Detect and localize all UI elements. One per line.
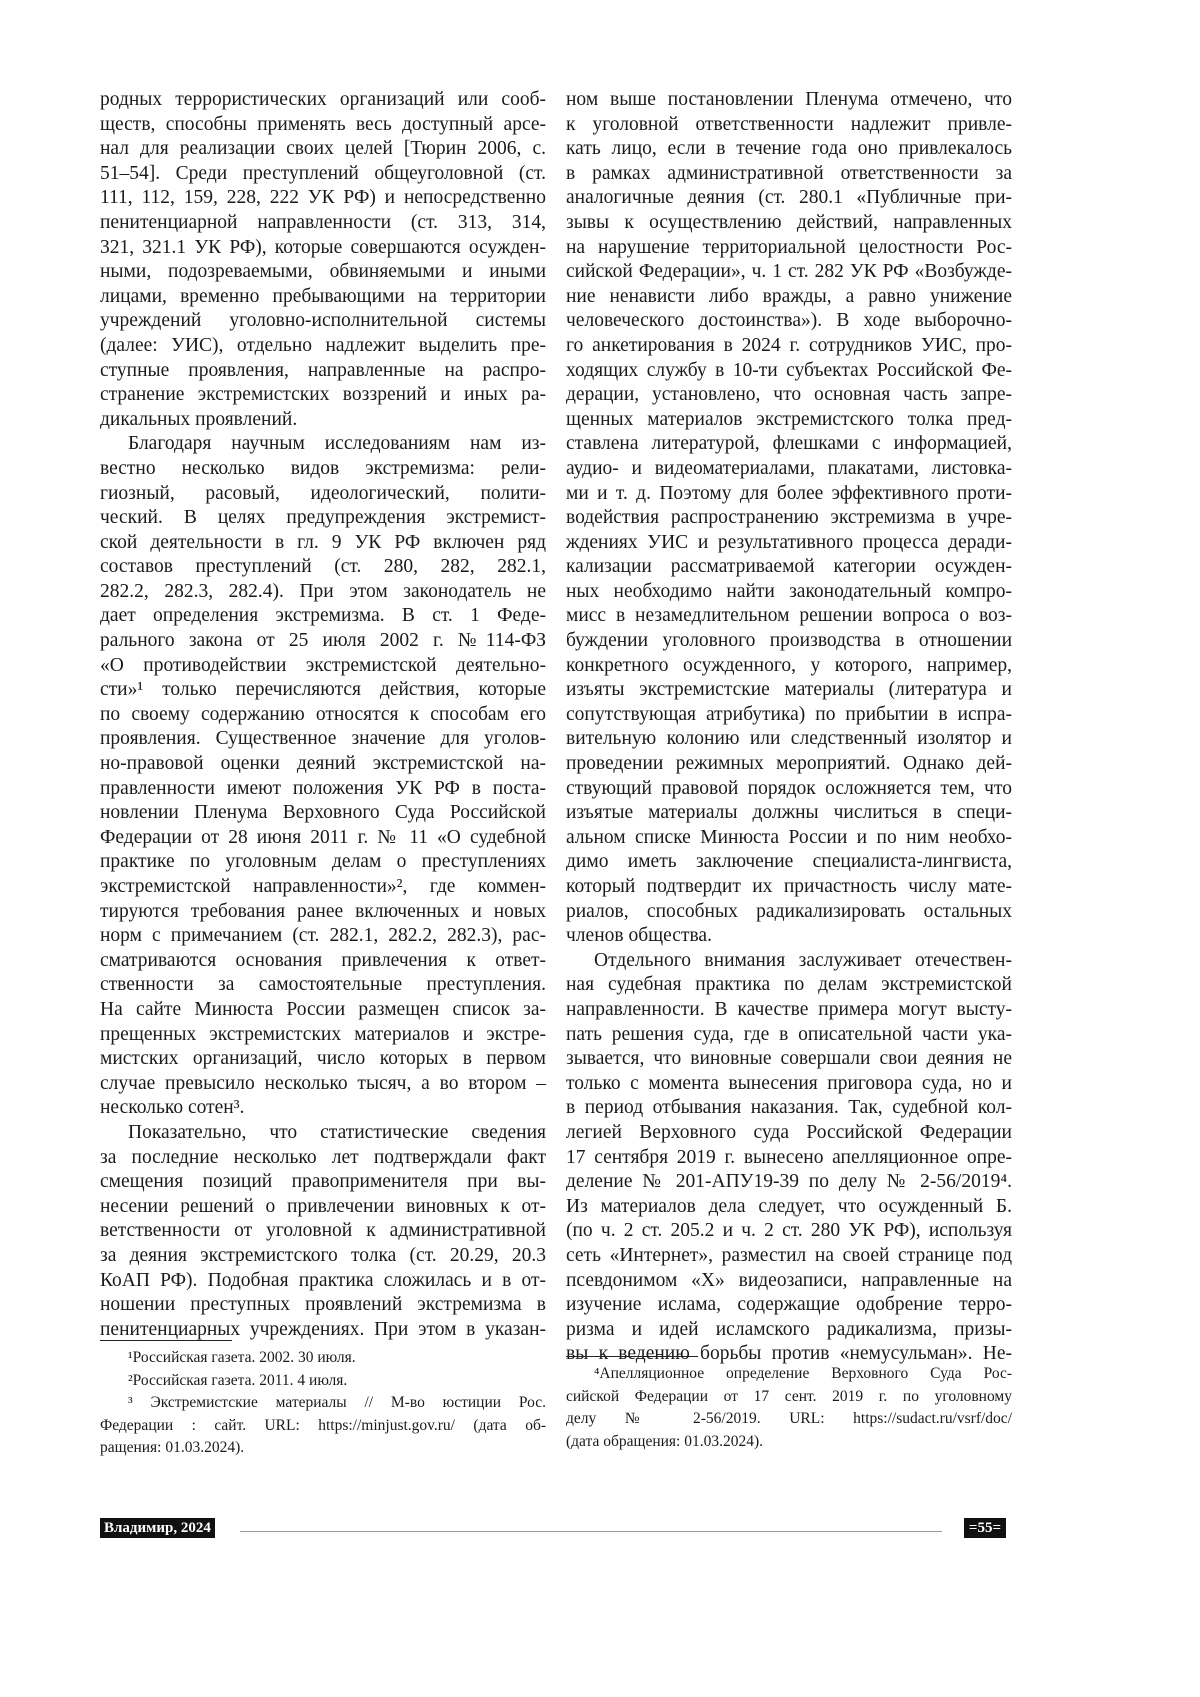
paragraph (100, 1121, 546, 1342)
paragraph (100, 88, 546, 432)
footnote-line: сийской Федерации от 17 сент. 2019 г. по уголовному (566, 1386, 1012, 1409)
text-line: ществ, способны применять весь доступный арсе- (100, 113, 546, 138)
text-line: дерации, установлено, что основная часть запре- (566, 383, 1012, 408)
text-line: за деяния экстремистского толка (ст. 20.29, 20.3 (100, 1244, 546, 1269)
text-line: водействия распространению экстремизма в учре- (566, 506, 1012, 531)
text-line: На сайте Минюста России размещен список за- (100, 998, 546, 1023)
footnote (100, 1392, 546, 1460)
text-line: Федерации от 28 июня 2011 г. № 11 «О судебной (100, 826, 546, 851)
text-line: ветственности от уголовной к административной (100, 1219, 546, 1244)
text-line: КоАП РФ). Подобная практика сложилась и в от- (100, 1269, 546, 1294)
text-line: альном списке Минюста России и по ним необхо- (566, 826, 1012, 851)
text-line: рального закона от 25 июля 2002 г. №114-ФЗ (100, 629, 546, 654)
text-line: 282.2, 282.3, 282.4). При этом законодатель не (100, 580, 546, 605)
text-line: составов преступлений (ст. 280, 282, 282.1, (100, 555, 546, 580)
text-line: Отдельного внимания заслуживает отечествен- (566, 949, 1012, 974)
text-line: сматриваются основания привлечения к ответ- (100, 949, 546, 974)
text-line: кать лицо, если в течение года оно привлекалось (566, 137, 1012, 162)
footnote-line: ращения: 01.03.2024). (100, 1437, 546, 1460)
text-line: сти»¹ только перечисляются действия, которые (100, 678, 546, 703)
text-line: аудио- и видеоматериалами, плакатами, листовка- (566, 457, 1012, 482)
paragraph (100, 432, 546, 1121)
text-line: сопутствующая атрибутика) по прибытии в испра- (566, 703, 1012, 728)
page-number: =55= (964, 1518, 1006, 1538)
text-line: 51–54]. Среди преступлений общеуголовной (ст. (100, 162, 546, 187)
page-footer (100, 1518, 1006, 1538)
left-text-column (100, 88, 546, 1342)
text-line: кализации рассматриваемой категории осужден- (566, 555, 1012, 580)
text-line: прещенных экстремистских материалов и экстре- (100, 1023, 546, 1048)
text-line: только с момента вынесения приговора суда, но и (566, 1072, 1012, 1097)
text-line: в период отбывания наказания. Так, судебной кол- (566, 1096, 1012, 1121)
text-line: «О противодействии экстремистской деятельно- (100, 654, 546, 679)
text-line: мистских организаций, число которых в первом (100, 1047, 546, 1072)
text-line: ношении преступных проявлений экстремизма в (100, 1293, 546, 1318)
text-line: правленности имеют положения УК РФ в поста- (100, 777, 546, 802)
text-line: смещения позиций правоприменителя при вы- (100, 1170, 546, 1195)
text-line: несколько сотен³. (100, 1096, 546, 1121)
text-line: ждениях УИС и результативного процесса деради- (566, 531, 1012, 556)
text-line: ставлена литературой, флешками с информацией, (566, 432, 1012, 457)
text-line: го анкетирования в 2024 г. сотрудников УИС, про- (566, 334, 1012, 359)
text-line: дикальных проявлений. (100, 408, 546, 433)
text-line: практике по уголовным делам о преступлениях (100, 850, 546, 875)
text-line: псевдонимом «Х» видеозаписи, направленные на (566, 1269, 1012, 1294)
text-line: ми и т. д. Поэтому для более эффективного проти- (566, 482, 1012, 507)
text-line: который подтвердит их причастность числу мате- (566, 875, 1012, 900)
text-line: человеческого достоинства»). В ходе выборочно- (566, 309, 1012, 334)
text-line: ная судебная практика по делам экстремистской (566, 973, 1012, 998)
footnote-separator (100, 1340, 232, 1341)
footnote-line: (дата обращения: 01.03.2024). (566, 1431, 1012, 1454)
text-line: 111, 112, 159, 228, 222 УК РФ) и непосредственно (100, 186, 546, 211)
footnote (100, 1370, 546, 1393)
text-line: легией Верховного суда Российской Федерации (566, 1121, 1012, 1146)
text-line: экстремистской направленности»², где коммен- (100, 875, 546, 900)
right-text-column (566, 88, 1012, 1367)
text-line: проведении режимных мероприятий. Однако дей- (566, 752, 1012, 777)
text-line: на нарушение территориальной целостности Рос- (566, 236, 1012, 261)
text-line: ных необходимо найти законодательный компро- (566, 580, 1012, 605)
footnote-line: ¹Российская газета. 2002. 30 июля. (100, 1347, 546, 1370)
text-line: конкретного осужденного, у которого, например, (566, 654, 1012, 679)
footer-rule (240, 1531, 942, 1532)
text-line: изъяты экстремистские материалы (литература и (566, 678, 1012, 703)
text-line: но-правовой оценки деяний экстремистской на- (100, 752, 546, 777)
text-line: по своему содержанию относятся к способам его (100, 703, 546, 728)
footnotes-right (566, 1356, 1012, 1453)
text-line: буждении уголовного производства в отношении (566, 629, 1012, 654)
text-line: учреждений уголовно-исполнительной системы (100, 309, 546, 334)
footer-place-year: Владимир, 2024 (100, 1518, 215, 1538)
text-line: к уголовной ответственности надлежит привле- (566, 113, 1012, 138)
text-line: за последние несколько лет подтверждали факт (100, 1146, 546, 1171)
text-line: тируются требования ранее включенных и новых (100, 900, 546, 925)
text-line: вительную колонию или следственный изолятор и (566, 727, 1012, 752)
footnote (566, 1363, 1012, 1453)
paragraph (566, 88, 1012, 949)
text-line: членов общества. (566, 924, 1012, 949)
text-line: нал для реализации своих целей [Тюрин 2006, с. (100, 137, 546, 162)
text-line: Показательно, что статистические сведения (100, 1121, 546, 1146)
text-line: ние ненависти либо вражды, а равно унижение (566, 285, 1012, 310)
footnote-line: ²Российская газета. 2011. 4 июля. (100, 1370, 546, 1393)
text-line: лицами, временно пребывающими на территории (100, 285, 546, 310)
text-line: деление № 201-АПУ19-39 по делу № 2-56/2019⁴. (566, 1170, 1012, 1195)
paragraph (566, 949, 1012, 1367)
footnote-line: ³ Экстремистские материалы // М-во юстиции Рос. (100, 1392, 546, 1415)
text-line: пать решения суда, где в описательной части ука- (566, 1023, 1012, 1048)
text-line: ными, подозреваемыми, обвиняемыми и иными (100, 260, 546, 285)
footnote-separator (566, 1356, 698, 1357)
text-line: ходящих службу в 10-ти субъектах Российской Фе- (566, 359, 1012, 384)
text-line: сеть «Интернет», разместил на своей странице под (566, 1244, 1012, 1269)
text-line: ном выше постановлении Пленума отмечено, что (566, 88, 1012, 113)
text-line: проявления. Существенное значение для уголов- (100, 727, 546, 752)
text-line: (по ч. 2 ст. 205.2 и ч. 2 ст. 280 УК РФ), используя (566, 1219, 1012, 1244)
text-line: аналогичные деяния (ст. 280.1 «Публичные при- (566, 186, 1012, 211)
text-line: зывается, что виновные совершали свои деяния не (566, 1047, 1012, 1072)
text-line: ступные проявления, направленные на распро- (100, 359, 546, 384)
text-line: направленности. В качестве примера могут высту- (566, 998, 1012, 1023)
footnote-line: ⁴Апелляционное определение Верховного Суда Рос- (566, 1363, 1012, 1386)
text-line: ризма и идей исламского радикализма, призы- (566, 1318, 1012, 1343)
text-line: в рамках административной ответственности за (566, 162, 1012, 187)
text-line: димо иметь заключение специалиста-лингвиста, (566, 850, 1012, 875)
text-line: вы к ведению борьбы против «немусульман». Не- (566, 1342, 1012, 1367)
text-line: пенитенциарной направленности (ст. 313, 314, (100, 211, 546, 236)
text-line: изучение ислама, содержащие одобрение терро- (566, 1293, 1012, 1318)
text-line: мисс в незамедлительном решении вопроса о воз- (566, 604, 1012, 629)
text-line: ствующий правовой порядок осложняется тем, что (566, 777, 1012, 802)
text-line: сийской Федерации», ч. 1 ст. 282 УК РФ «Возбужде- (566, 260, 1012, 285)
text-line: зывы к осуществлению действий, направленных (566, 211, 1012, 236)
text-line: изъятые материалы должны числиться в специ- (566, 801, 1012, 826)
text-line: вестно несколько видов экстремизма: рели- (100, 457, 546, 482)
text-line: риалов, способных радикализировать остальных (566, 900, 1012, 925)
text-line: ческий. В целях предупреждения экстремист- (100, 506, 546, 531)
text-line: Из материалов дела следует, что осужденный Б. (566, 1195, 1012, 1220)
footnote-line: делу № 2-56/2019. URL: https://sudact.ru/vsrf/doc/ (566, 1408, 1012, 1431)
footnotes-left (100, 1340, 546, 1460)
footnote-line: Федерации : сайт. URL: https://minjust.gov.ru/ (дата об- (100, 1415, 546, 1438)
text-line: родных террористических организаций или сооб- (100, 88, 546, 113)
text-line: гиозный, расовый, идеологический, полити- (100, 482, 546, 507)
text-line: 321, 321.1 УК РФ), которые совершаются осужден- (100, 236, 546, 261)
text-line: странение экстремистских воззрений и иных ра- (100, 383, 546, 408)
footnote (100, 1347, 546, 1370)
text-line: пенитенциарных учреждениях. При этом в указан- (100, 1318, 546, 1343)
text-line: щенных материалов экстремистского толка пред- (566, 408, 1012, 433)
text-line: случае превысило несколько тысяч, а во втором – (100, 1072, 546, 1097)
text-line: новлении Пленума Верховного Суда Российской (100, 801, 546, 826)
text-line: 17 сентября 2019 г. вынесено апелляционное опре- (566, 1146, 1012, 1171)
text-line: ской деятельности в гл. 9 УК РФ включен ряд (100, 531, 546, 556)
text-line: дает определения экстремизма. В ст. 1 Феде- (100, 604, 546, 629)
text-line: (далее: УИС), отдельно надлежит выделить пре- (100, 334, 546, 359)
text-line: ственности за самостоятельные преступления. (100, 973, 546, 998)
text-line: несении решений о привлечении виновных к от- (100, 1195, 546, 1220)
text-line: Благодаря научным исследованиям нам из- (100, 432, 546, 457)
text-line: норм с примечанием (ст. 282.1, 282.2, 282.3), рас- (100, 924, 546, 949)
